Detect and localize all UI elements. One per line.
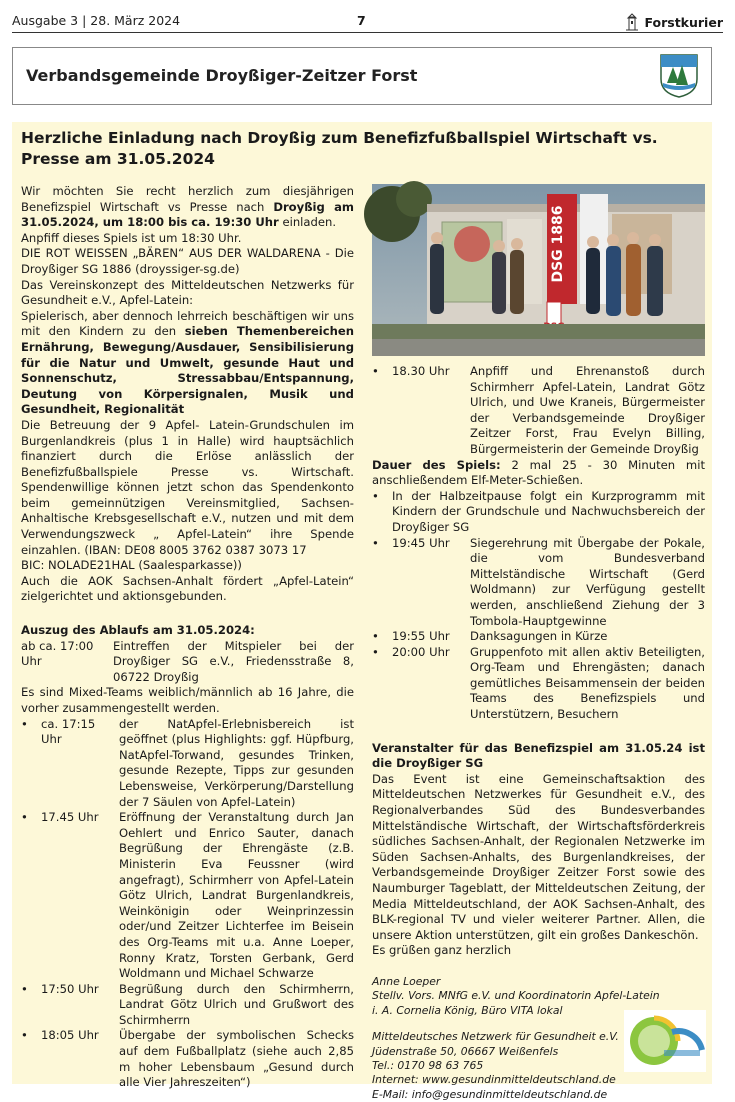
article <box>12 122 712 1101</box>
schedule-item: • 18:05 Uhr Übergabe der symbolischen Schecks auf dem Fußballplatz (siehe auch 2,85 m hoher Lebensbaum „Gesund durch alle Vier Jahreszeiten“) <box>21 1028 354 1090</box>
club-line: DIE ROT WEISSEN „BÄREN“ AUS DER WALDARENA - Die Droyßiger SG 1886 (droyssiger-sg.de) <box>21 246 354 276</box>
photo-illustration <box>372 184 705 356</box>
brand-name: Forstkurier <box>644 14 723 30</box>
bullet: • <box>372 364 379 378</box>
email-link[interactable]: E-Mail: info@gesundinmitteldeutschland.de <box>372 1087 608 1101</box>
issue-date: Ausgabe 3 | 28. März 2024 <box>12 13 181 28</box>
bullet: • <box>21 1028 28 1043</box>
duration-paragraph: Dauer des Spiels: 2 mal 25 - 30 Minuten mit anschließendem Elf-Meter-Schießen. <box>372 457 705 488</box>
page-header <box>12 11 723 33</box>
schedule-heading: Auszug des Ablaufs am 31.05.2024: <box>21 623 255 638</box>
schedule-item: • 17.45 Uhr Eröffnung der Veranstaltung durch Jan Oehlert und Enrico Sauter, danach Begrüßung der Ehrengäste (z.B. Ministerin Eva Feussner (wird angefragt), Schirmherr von Apfel-Latein Götz Ulrich, Landrat Burgenlandkreis, Weinkönigin oder Weinprinzessin oder/und Zeitzer Lichterfee im Beisein des Org-Teams mit u.a. Anne Loeper, Ronny Kratz, Torsten Gerbank, Gerd Woldmann und Michael Schwarze <box>21 810 354 981</box>
aok-line: Auch die AOK Sachsen-Anhalt fördert „Apfel-Latein“ zielgerichtet und aktionsgebunden. <box>21 573 354 604</box>
intro-paragraph: Wir möchten Sie recht herzlich zum diesjährigen Benefizspiel Wirtschaft vs Presse nach Droyßig am 31.05.2024, um 18:00 bis ca. 19:30 Uhr einladen. <box>21 184 354 230</box>
mixed-teams-note: Es sind Mixed-Teams weiblich/männlich ab 16 Jahre, die vorher zusammengestellt werden. <box>21 685 354 715</box>
kickoff-line: Anpfiff dieses Spiels ist um 18:30 Uhr. <box>21 230 242 245</box>
section-title: Verbandsgemeinde Droyßiger-Zeitzer Forst <box>26 66 418 85</box>
section-header <box>12 47 712 105</box>
page-number: 7 <box>357 13 366 28</box>
schedule-item: • ca. 17:15 Uhr der NatApfel-Erlebnisbereich ist geöffnet (plus Highlights: ggf. Hüpfburg, NatApfel-Torwand, gesundes Trinken, gesunde Rezepte, Tipps zur gesunden Lebensweise, Verkörperung/Darstellung der 7 Säulen von Apfel-Latein) <box>21 716 354 809</box>
network-logo-icon <box>624 1010 706 1072</box>
bullet: • <box>21 981 28 996</box>
schedule-item: • 17:50 Uhr Begrüßung durch den Schirmherrn, Landrat Götz Ulrich und Grußwort des Schirmherrn <box>21 981 354 1027</box>
group-photo <box>372 184 705 356</box>
bullet: • <box>21 810 28 825</box>
contact-block: Mitteldeutsches Netzwerk für Gesundheit e.V. Jüdenstraße 50, 06667 Weißenfels Tel.: 0170 98 63 765 Internet: www.gesundinmitteldeutschland.de E-Mail: info@gesundinmitteldeutschland.de <box>372 1030 705 1102</box>
schedule-item: • 19:55 Uhr Danksagungen in Kürze <box>372 629 608 644</box>
website-link[interactable]: Internet: www.gesundinmitteldeutschland.de <box>372 1073 616 1087</box>
left-column <box>21 184 354 1091</box>
right-column <box>372 364 705 1102</box>
schedule-item: • 18.30 Uhr Anpfiff und Ehrenanstoß durch Schirmherr Apfel-Latein, Landrat Götz Ulrich, und Uwe Kraneis, Bürgermeister der Verbandsgemeinde Droyßiger Zeitzer Forst, Frau Evelyn Billing, Bürgermeisterin der Gemeinde Droyßig <box>372 364 705 456</box>
halftime-item: • In der Halbzeitpause folgt ein Kurzprogramm mit Kindern der Grundschule und Nachwuchsbereich der Droyßiger SG <box>372 488 705 534</box>
bullet: • <box>372 644 379 659</box>
greeting: Es grüßen ganz herzlich <box>372 943 512 958</box>
bullet: • <box>21 716 28 731</box>
topics-paragraph: Spielerisch, aber dennoch lehrreich beschäftigen wir uns mit den Kindern zu den sieben Themenbereichen Ernährung, Bewegung/Ausdauer, Sensibilisierung für die Natur und Umwelt, gesunde Haut und Sonnenschutz, Stressabbau/Entspannung, Deutung von Körpersignalen, Musik und Gesundheit, Regionalität <box>21 308 354 417</box>
donation-paragraph: Die Betreuung der 9 Apfel- Latein-Grundschulen im Burgenlandkreis (plus 1 in Halle) wird hauptsächlich finanziert durch die Erlöse anlässlich der Benefizfußballspiele Presse vs. Wirtschaft. Spendenwillige können jetzt schon das Spendenkonto beim gemeinnützigen Vereinsmitglied, Sachsen-Anhaltische Krebsgesellschaft e.V., nutzen und mit dem Verwendungszweck „ Apfel-Latein“ ihre Spende einzahlen. (IBAN: DE08 8005 3762 0387 3073 17 <box>21 417 354 557</box>
article-headline: Herzliche Einladung nach Droyßig zum Benefizfußballspiel Wirtschaft vs. Presse am 31.05.2024 <box>21 129 658 168</box>
organizer-paragraph: Das Event ist eine Gemeinschaftsaktion des Mitteldeutschen Netzwerkes für Gesundheit e.V., des Regionalverbandes Süd des Bundesverbandes Mittelständische Wirtschaft, der Wirtschaftsförderkreis südliches Sachsen-Anhalt, der Regionalen Netzwerke im Süden Sachsen-Anhalts, des Burgenlandkreises, der Verbandsgemeinde Droyßiger Zeitzer Forst sowie des Naumburger Tageblatt, der Mitteldeutschen Zeitung, der Media Mitteldeutschland, der AOK Sachsen-Anhalt, des BLK-regional TV und vieler weiterer Partner. Allen, die unsere Aktion unterstützen, gilt ein großes Dankeschön. <box>372 771 705 942</box>
banner-text: DSG 1886 <box>550 205 566 283</box>
tower-icon <box>625 13 639 31</box>
schedule-item: • 20:00 Uhr Gruppenfoto mit allen aktiv Beteiligten, Org-Team und Ehrengästen; danach gemütliches Beisammensein der beiden Teams des Benefizspiels und Unterstützern, Besuchern <box>372 644 705 722</box>
concept-line: Das Vereinskonzept des Mitteldeutschen Netzwerks für Gesundheit e.V., Apfel-Latein: <box>21 277 354 308</box>
bullet: • <box>372 488 379 503</box>
schedule-item: • 19:45 Uhr Siegerehrung mit Übergabe der Pokale, die vom Bundesverband Mittelständische Wirtschaft (Gerd Woldmann) zur Verfügung gestellt werden, anschließend Ziehung der 3 Tombola-Hauptgewinne <box>372 535 705 628</box>
bic-line: BIC: NOLADE21HAL (Saalesparkasse)) <box>21 558 242 573</box>
bullet: • <box>372 629 379 644</box>
brand <box>625 13 723 31</box>
signature-block: Anne Loeper Stellv. Vors. MNfG e.V. und Koordinatorin Apfel-Latein i. A. Cornelia König, Büro VITA lokal <box>372 974 660 1017</box>
organizer-heading: Veranstalter für das Benefizspiel am 31.05.24 ist die Droyßiger SG <box>372 740 705 771</box>
schedule-item: ab ca. 17:00 Uhr Eintreffen der Mitspieler bei der Droyßiger SG e.V., Friedensstraße 8, 06722 Droyßig <box>21 638 354 684</box>
coat-of-arms-icon <box>659 53 699 99</box>
bullet: • <box>372 535 379 550</box>
